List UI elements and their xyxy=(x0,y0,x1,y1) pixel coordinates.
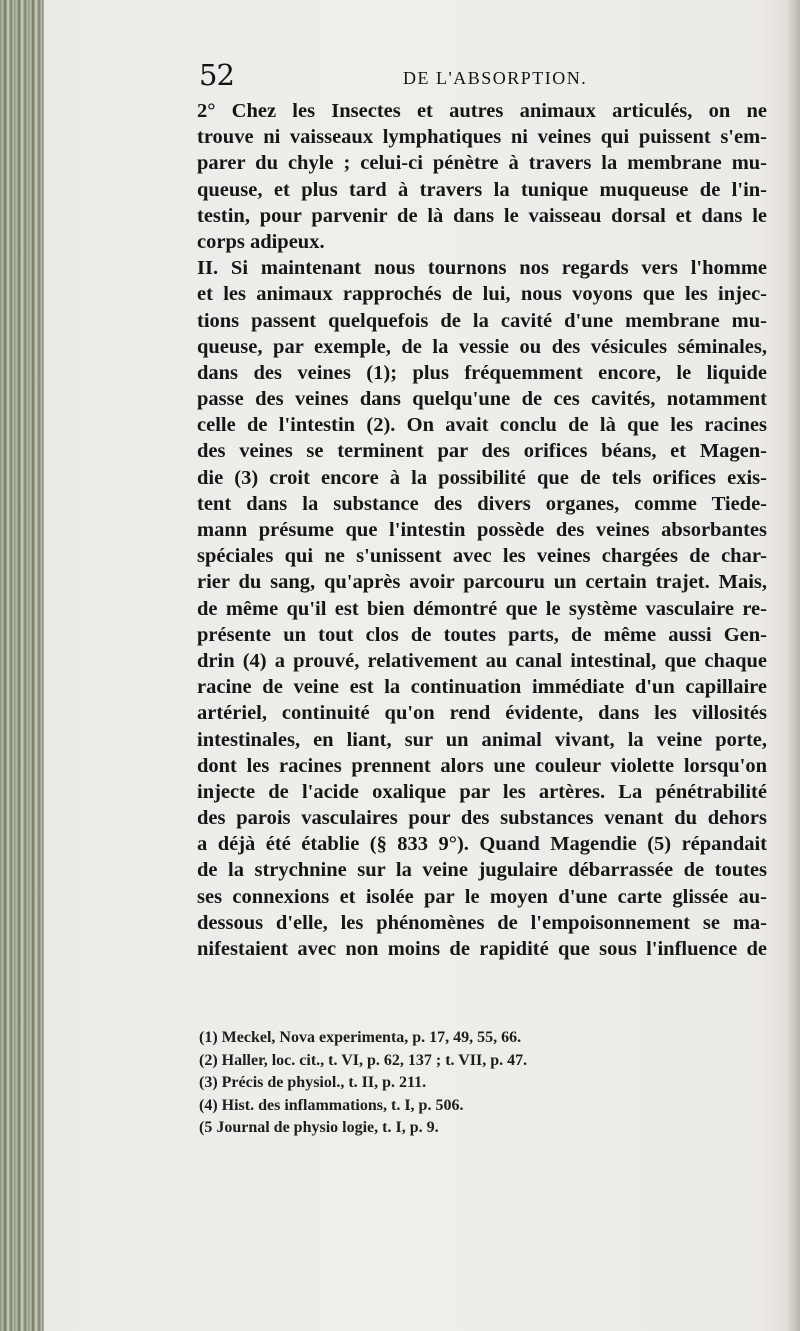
body-line: ses connexions et isolée par le moyen d'une carte glissée au- xyxy=(197,885,767,908)
body-line: injecte de l'acide oxalique par les artères. La pénétrabilité xyxy=(197,780,767,803)
body-line: drin (4) a prouvé, relativement au canal intestinal, que chaque xyxy=(197,649,767,672)
body-line: des parois vasculaires pour des substances venant du dehors xyxy=(197,807,767,830)
body-text xyxy=(197,98,767,962)
body-line: queuse, par exemple, de la vessie ou des vésicules séminales, xyxy=(197,335,767,358)
body-line: dessous d'elle, les phénomènes de l'empoisonnement se ma- xyxy=(197,911,767,934)
body-line: nifestaient avec non moins de rapidité que sous l'influence de xyxy=(197,938,767,960)
body-line: racine de veine est la continuation immédiate d'un capillaire xyxy=(197,676,767,699)
footnote: (4) Hist. des inflammations, t. I, p. 506. xyxy=(199,1096,464,1114)
body-line: artériel, continuité qu'on rend évidente, dans les villosités xyxy=(197,702,767,725)
body-line: parer du chyle ; celui-ci pénètre à travers la membrane mu- xyxy=(197,152,767,175)
body-line: dont les racines prennent alors une couleur violette lorsqu'on xyxy=(197,754,767,777)
running-head: DE L'ABSORPTION. xyxy=(403,68,588,88)
body-line: des veines se terminent par des orifices béans, et Magen- xyxy=(197,440,767,463)
body-line: testin, pour parvenir de là dans le vaisseau dorsal et dans le xyxy=(197,204,767,227)
body-line: de la strychnine sur la veine jugulaire débarrassée de toutes xyxy=(197,859,767,882)
body-line: II. Si maintenant nous tournons nos regards vers l'homme xyxy=(197,257,767,280)
footnote: (1) Meckel, Nova experimenta, p. 17, 49, 55, 66. xyxy=(199,1029,522,1046)
body-line: mann présume que l'intestin possède des veines absorbantes xyxy=(197,519,767,541)
body-line: tent dans la substance des divers organes, comme Tiede- xyxy=(197,492,767,515)
page-edge-shadow xyxy=(786,0,800,1331)
page-number: 52 xyxy=(199,58,234,92)
body-line: présente un tout clos de toutes parts, de même aussi Gen- xyxy=(197,623,767,646)
body-line: trouve ni vaisseaux lymphatiques ni veines qui puissent s'em- xyxy=(197,126,767,149)
body-line: rier du sang, qu'après avoir parcouru un certain trajet. Mais, xyxy=(197,571,767,594)
body-line: dans des veines (1); plus fréquemment encore, le liquide xyxy=(197,361,767,384)
body-line: intestinales, en liant, sur un animal vivant, la veine porte, xyxy=(197,728,767,751)
body-line: et les animaux rapprochés de lui, nous voyons que les injec- xyxy=(197,283,767,306)
footnote: (3) Précis de physiol., t. II, p. 211. xyxy=(199,1074,427,1091)
body-line: queuse, et plus tard à travers la tunique muqueuse de l'in- xyxy=(197,178,767,201)
body-line: de même qu'il est bien démontré que le système vasculaire re- xyxy=(197,597,767,620)
body-line: 2° Chez les Insectes et autres animaux articulés, on ne xyxy=(197,100,767,122)
body-line: corps adipeux. xyxy=(197,230,325,253)
binding-edge xyxy=(0,0,44,1331)
body-line: die (3) croit encore à la possibilité que de tels orifices exis- xyxy=(197,466,767,489)
footnote: (5 Journal de physio logie, t. I, p. 9. xyxy=(199,1119,439,1136)
body-line: tions passent quelquefois de la cavité d'une membrane mu- xyxy=(197,309,767,332)
body-line: celle de l'intestin (2). On avait conclu de là que les racines xyxy=(197,414,767,437)
body-line: spéciales qui ne s'unissent avec les veines chargées de char- xyxy=(197,545,767,568)
footnote: (2) Haller, loc. cit., t. VI, p. 62, 137 ; t. VII, p. 47. xyxy=(199,1051,528,1069)
body-line: passe des veines dans quelqu'une de ces cavités, notamment xyxy=(197,388,767,411)
body-line: a déjà été établie (§ 833 9°). Quand Magendie (5) répandait xyxy=(197,833,767,856)
footnotes xyxy=(199,1027,759,1140)
